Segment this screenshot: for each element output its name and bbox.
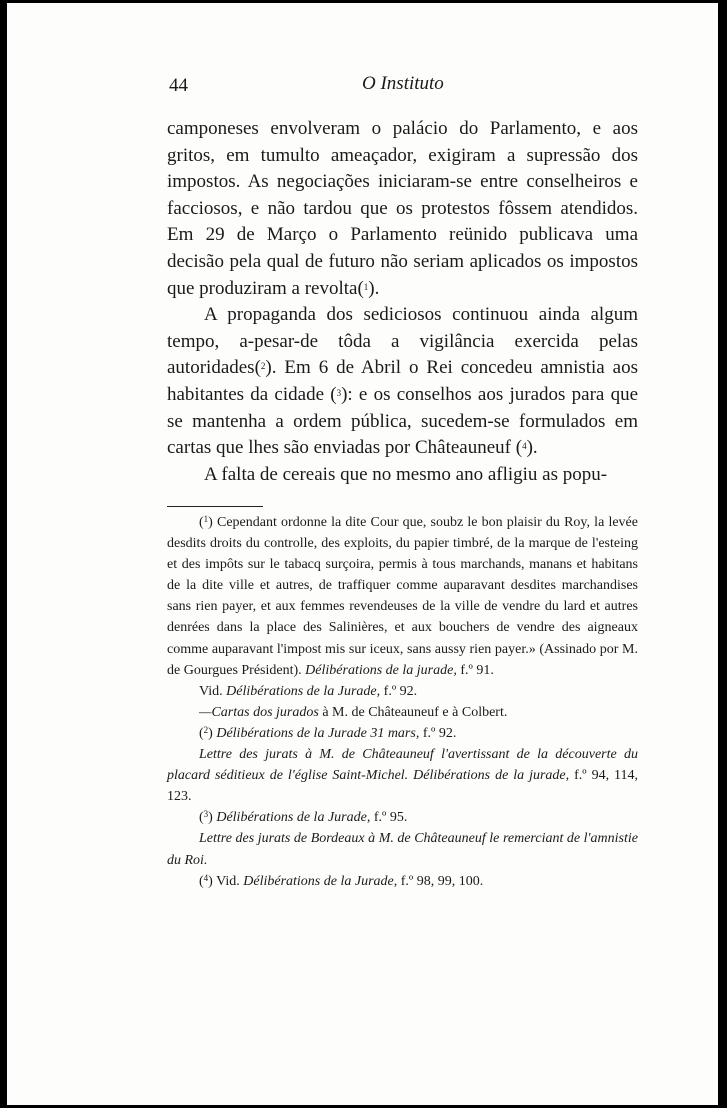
footnote-2-folios: f.º 94, 114, 123. [167, 768, 639, 805]
footnote-ref-1: 1 [363, 281, 369, 292]
footnote-3-source: Délibérations de la Jurade, [216, 810, 371, 826]
footnote-4-vid: Vid. [216, 873, 240, 889]
paragraph-2: A propaganda dos sediciosos continuou ainda algum tempo, a-pesar-de tôda a vigilância exercida pelas autoridades($^2$). Em 6 de Abril o Rei concedeu amnistia aos habitantes da cidade ($^3$): e os conselhos aos jurados para que se mantenha a ordem pública, sucedem-se formulados em cartas que lhes são enviadas por Châteauneuf ($^4$). [167, 304, 638, 459]
paragraph-2-text-b: . Em 6 de Abril o Rei concedeu amnistia aos habitantes da cidade [167, 357, 638, 405]
footnote-3-lettre: Lettre des jurats de Bordeaux à M. de Châteauneuf le remerciant de l'amnistie du Roi. [167, 831, 638, 868]
footnote-1-folio: f.º 91. [460, 662, 494, 678]
footnote-2-mark: 2 [203, 724, 209, 735]
paragraph-2-text-c: : e os conselhos aos jurados para que se mantenha a ordem pública, sucedem-se formulados em cartas que lhes são enviadas por Châteauneuf [167, 383, 638, 459]
footnote-4-source: Délibérations de la Jurade, [243, 873, 398, 889]
footnote-3-mark: 3 [203, 809, 209, 820]
footnote-2-source: Délibérations de la Jurade 31 mars, [216, 725, 420, 741]
paragraph-2-end: . [532, 437, 538, 459]
footnote-2-folio: f.º 92. [422, 725, 457, 741]
paragraph-1: camponeses envolveram o palácio do Parlamento, e aos gritos, em tumulto ameaçador, exigiram a supressão dos impostos. As negociações iniciaram-se entre conselheiros e facciosos, e não tardou que os protestos fôssem atendidos. Em 29 de Março o Parlamento reünido publicava uma decisão pela qual de futuro não seriam aplicados os impostos que produziram a revolta($^1$). [167, 118, 638, 299]
footnote-ref-2: 2 [260, 361, 266, 372]
footnote-1-vid [167, 681, 638, 702]
footnote-ref-3: 3 [336, 387, 342, 398]
footnote-4-mark: 4 [203, 872, 209, 883]
footnote-4-folios: f.º 98, 99, 100. [400, 873, 484, 889]
vid-label: Vid. [199, 683, 223, 699]
footnote-ref-4: 4 [522, 441, 527, 452]
paragraph-2-text-a: A propaganda dos sediciosos continuou ainda algum tempo, a-pesar-de tôda a vigilância exercida pelas autoridades [167, 304, 638, 379]
footnote-separator [167, 506, 263, 507]
cartas-source: —Cartas dos jurados [199, 704, 319, 720]
footnotes [167, 512, 638, 892]
footnote-3-folio: f.º 95. [373, 810, 408, 826]
footnote-1-source: Délibérations de la jurade, [305, 662, 457, 678]
footnote-2: ($^2$) Délibérations de la Jurade 31 mars, f.º 92. [199, 724, 457, 741]
vid-source: Délibérations de la Jurade, [226, 683, 381, 699]
vid-folio: f.º 92. [383, 683, 418, 699]
footnote-4: ($^4$) Vid. Délibérations de la Jurade, f.º 98, 99, 100. [199, 872, 484, 889]
page-number: 44 [169, 75, 188, 96]
main-text [167, 116, 638, 488]
footnote-1-cartas [167, 702, 638, 723]
footnote-1-text: Cependant ordonne la dite Cour que, soubz le bon plaisir du Roy, la levée desdits droits du controlle, des exploits, du papier timbré, de la marque de l'esteing et des impôts sur le tabacq surçoira, permis à tous marchands, manans et habitans de la dite ville et autres, de traffiquer comme auparavant desdites marchandises sans rien payer, et aux femmes revendeuses de la ville de vendre du lard et autres denrées dans la place des Salinières, et aux bouchers de vendre des aigneaux comme auparavant l'impost mis sur iceux, sans aussy rien payer.» (Assinado por M. de Gourgues Président). [167, 515, 638, 678]
running-title: O Instituto [362, 73, 444, 94]
footnote-1: ($^1$) Cependant ordonne la dite Cour que, soubz le bon plaisir du Roy, la levée desdits droits du controlle, des exploits, du papier timbré, de la marque de l'esteing et des impôts sur le tabacq surçoira, permis à tous marchands, manans et habitans de la dite ville et autres, de traffiquer comme auparavant desdites marchandises sans rien payer, et aux femmes revendeuses de la ville de vendre du lard et autres denrées dans la place des Salinières, et aux bouchers de vendre des aigneaux comme auparavant l'impost mis sur iceux, sans aussy rien payer.» (Assinado por M. de Gourgues Président). Délibérations de la jurade, f.º 91. [167, 514, 638, 678]
footnote-2-lettre [167, 744, 638, 807]
paragraph-3: A falta de cereais que no mesmo ano afligiu as popu- [204, 463, 608, 485]
footnote-2-lettre-text: Lettre des jurats à M. de Châteauneuf l'avertissant de la découverte du placard séditieux de l'église Saint-Michel. Délibérations de la jurade, [167, 747, 638, 784]
footnote-3: ($^3$) Délibérations de la Jurade, f.º 95. [199, 809, 408, 826]
cartas-rest: à M. de Châteauneuf e à Colbert. [322, 704, 508, 720]
paragraph-1-text: camponeses envolveram o palácio do Parlamento, e aos gritos, em tumulto ameaçador, exigiram a supressão dos impostos. As negociações iniciaram-se entre conselheiros e facciosos, e não tardou que os protestos fôssem atendidos. Em 29 de Março o Parlamento reünido publicava uma decisão pela qual de futuro não seriam aplicados os impostos que produziram a revolta [167, 118, 638, 299]
footnote-1-mark: 1 [203, 514, 209, 524]
paragraph-1-end: . [374, 277, 380, 299]
